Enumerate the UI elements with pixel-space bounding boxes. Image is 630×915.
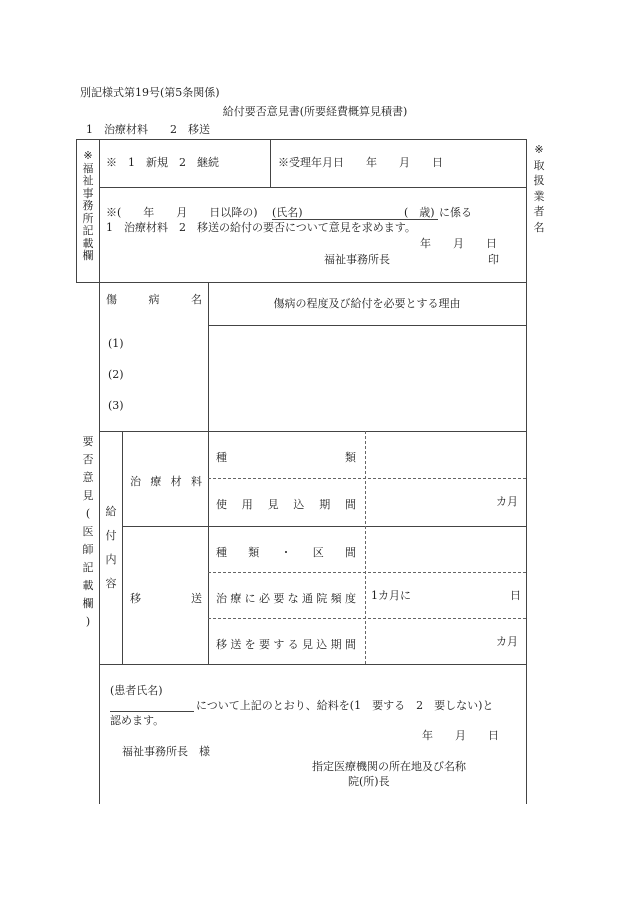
receipt-date: ※受理年月日 年 月 日	[278, 156, 443, 169]
disease-item-2: (2)	[108, 368, 124, 381]
request-text: 1 治療材料 2 移送の給付の要否について意見を求めます。	[106, 221, 416, 234]
label-char: 料	[190, 475, 202, 488]
handler-name-label	[532, 144, 546, 237]
welfare-date-line: 年 月 日	[420, 237, 497, 250]
vertical-char: 付	[105, 529, 117, 542]
label-char: 要	[273, 592, 285, 605]
addressee: 福祉事務所長 様	[122, 745, 210, 758]
label-char: 込	[293, 498, 305, 511]
label-char: 類	[345, 451, 356, 464]
vertical-char: 意	[82, 471, 94, 484]
vertical-char: 者	[533, 205, 545, 218]
frequency-unit: 日	[510, 589, 521, 602]
label-char: 区	[312, 546, 324, 559]
label-char: 頻	[330, 592, 342, 605]
label-char: す	[273, 638, 285, 651]
director-label: 院(所)長	[348, 775, 390, 788]
label-char: 送	[230, 638, 242, 651]
label-char: 類	[248, 546, 260, 559]
label-char: 治	[130, 475, 141, 488]
reason-header: 傷病の程度及び給付を必要とする理由	[273, 297, 461, 310]
label-char: ・	[280, 546, 292, 559]
benefit-content-label	[104, 506, 118, 602]
label-char: 移	[130, 592, 141, 605]
disease-item-3: (3)	[108, 399, 124, 412]
transport-period-label	[216, 636, 356, 652]
vertical-char: 医	[82, 525, 94, 538]
vertical-char: 載	[82, 579, 94, 592]
vertical-char: 扱	[533, 174, 545, 187]
label-char: な	[287, 592, 299, 605]
materials-label	[130, 473, 202, 489]
request-suffix: に係る	[439, 206, 472, 219]
patient-name-label: (患者氏名)	[110, 684, 163, 697]
vertical-char: ※	[534, 143, 544, 156]
vertical-char: 容	[105, 577, 117, 590]
materials-type-label	[216, 449, 356, 465]
label-char: 材	[170, 475, 182, 488]
vertical-char: 記	[82, 561, 94, 574]
label-char: 間	[345, 546, 356, 559]
office-head: 福祉事務所長	[324, 253, 390, 266]
disease-item-1: (1)	[108, 337, 124, 350]
vertical-char: (	[85, 507, 91, 520]
request-date-prefix: ※( 年 月 日以降の)	[106, 206, 258, 219]
certification-line1: について上記のとおり、給料を(1 要する 2 要しない)と	[196, 699, 494, 712]
label-char: 要	[258, 638, 270, 651]
certification-date-line: 年 月 日	[422, 729, 499, 742]
transport-label	[130, 590, 202, 606]
vertical-char: 事	[82, 186, 94, 200]
label-char: 通	[301, 592, 313, 605]
label-char: 必	[258, 592, 270, 605]
vertical-char: )	[85, 615, 91, 628]
certification-line2: 認めます。	[110, 714, 165, 727]
vertical-char: 欄	[82, 249, 94, 262]
label-char: 療	[230, 592, 242, 605]
vertical-char: 給	[105, 505, 117, 518]
label-char: 用	[241, 498, 253, 511]
frequency-prefix: 1カ月に	[371, 589, 411, 602]
vertical-char: 業	[533, 189, 545, 203]
label-char: 院	[316, 592, 328, 605]
vertical-char: 要	[82, 435, 94, 448]
label-char: 度	[344, 592, 356, 605]
label-char: 名	[191, 293, 202, 306]
seal-mark: 印	[488, 253, 499, 266]
label-char: 見	[301, 638, 313, 651]
label-char: 種	[216, 546, 227, 559]
vertical-char: 務	[82, 199, 94, 212]
transport-frequency-label	[216, 590, 356, 606]
opinion-side-label	[81, 436, 95, 634]
form-number: 別記様式第19号(第5条関係)	[80, 86, 220, 99]
vertical-char: 所	[82, 211, 94, 225]
transport-type-label	[216, 544, 356, 560]
vertical-char: 福	[82, 161, 94, 175]
vertical-char: 取	[533, 158, 545, 172]
label-char: 期	[319, 498, 331, 511]
disease-header	[106, 291, 202, 307]
vertical-char: 記	[82, 224, 94, 237]
category-line: 1 治療材料 2 移送	[86, 123, 210, 136]
vertical-char: 祉	[82, 174, 94, 187]
label-char: 療	[150, 475, 162, 488]
label-char: 使	[216, 498, 227, 511]
label-char: 種	[216, 451, 227, 464]
type-choice: ※ 1 新規 2 継続	[106, 156, 219, 169]
vertical-char: 欄	[82, 597, 94, 610]
label-char: 間	[344, 498, 356, 511]
label-char: に	[244, 592, 256, 605]
label-char: 期	[330, 638, 342, 651]
materials-period-unit: カ月	[496, 495, 518, 508]
label-char: 傷	[106, 293, 117, 306]
transport-period-unit: カ月	[496, 635, 518, 648]
vertical-char: 師	[82, 543, 94, 556]
welfare-side-label	[81, 150, 95, 263]
request-age-label: ( 歳)	[404, 206, 435, 219]
label-char: 込	[316, 638, 328, 651]
vertical-char: 否	[82, 453, 94, 466]
label-char: 病	[148, 293, 160, 306]
vertical-char: 内	[105, 553, 117, 566]
label-char: 見	[267, 498, 279, 511]
materials-period-label	[216, 496, 356, 512]
institution-label: 指定医療機関の所在地及び名称	[312, 760, 466, 773]
request-name-label: (氏名)	[272, 206, 303, 219]
vertical-char: 載	[82, 236, 94, 250]
vertical-char: 名	[533, 220, 545, 234]
label-char: る	[287, 638, 299, 651]
vertical-char: 見	[82, 489, 94, 502]
form-title: 給付要否意見書(所要経費概算見積書)	[222, 105, 408, 118]
label-char: 送	[191, 592, 202, 605]
vertical-char: ※	[83, 149, 93, 162]
label-char: 間	[344, 638, 356, 651]
label-char: 移	[216, 638, 227, 651]
label-char: 治	[216, 592, 227, 605]
label-char: を	[244, 638, 256, 651]
